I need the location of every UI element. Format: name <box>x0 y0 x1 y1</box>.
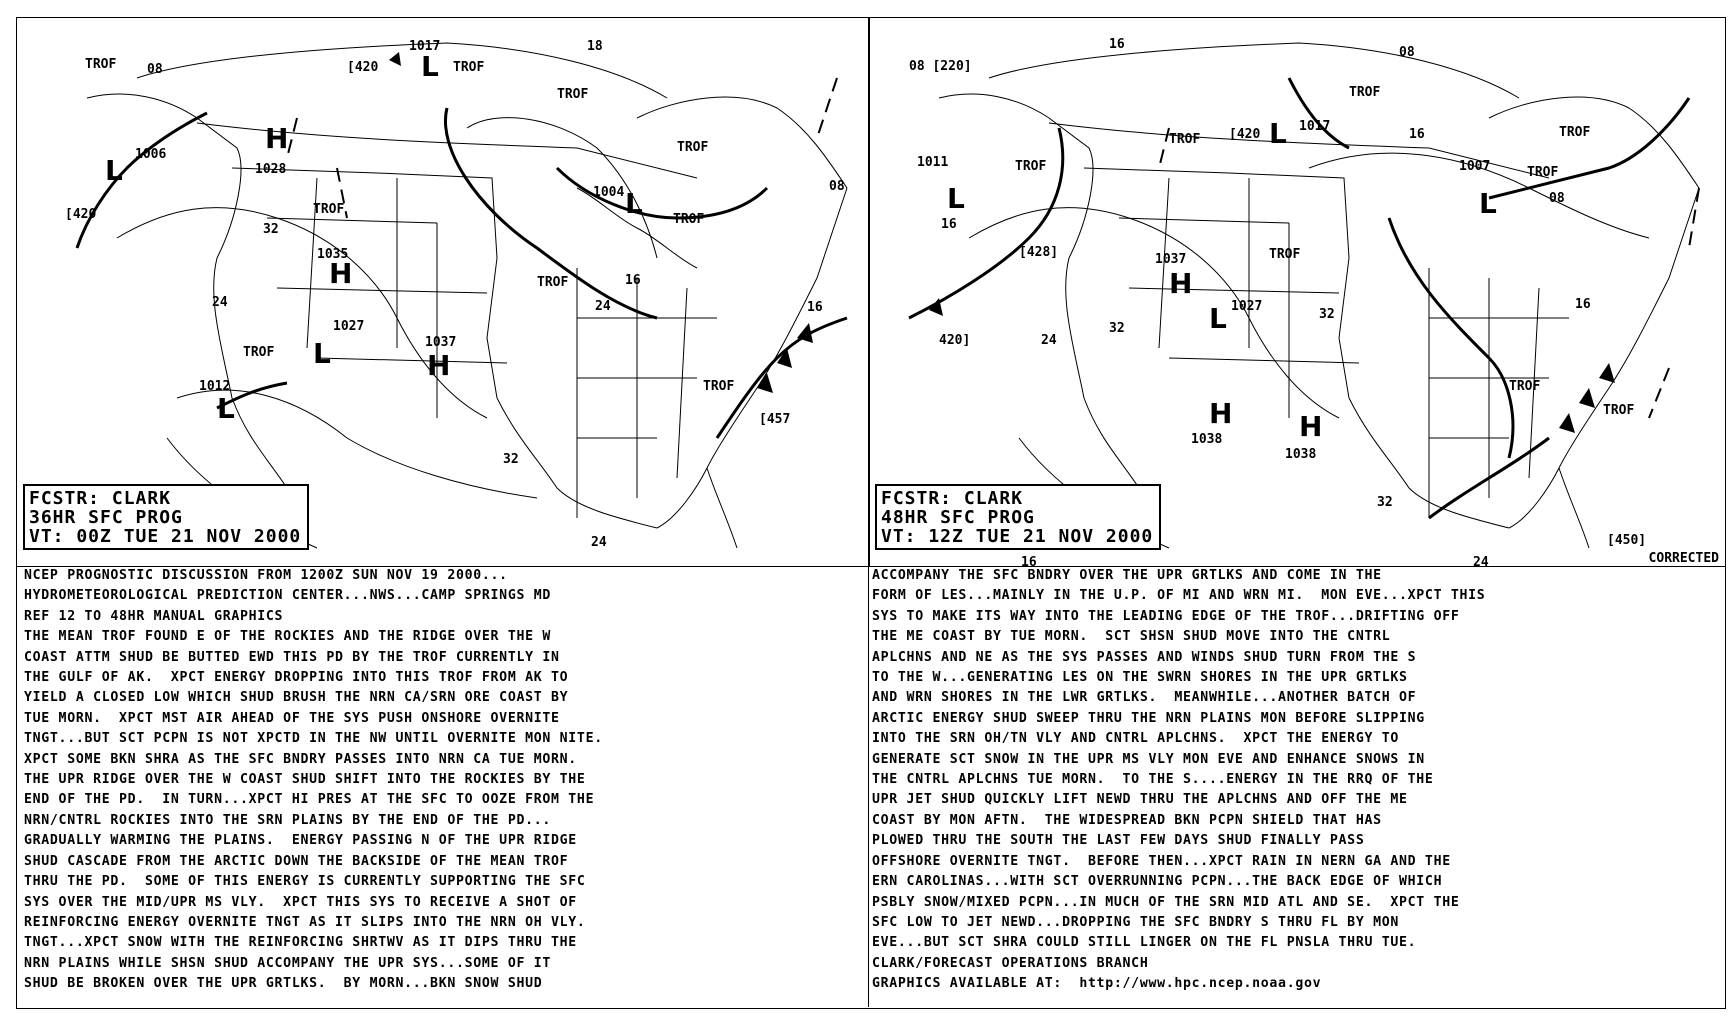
svg-text:1007: 1007 <box>1459 159 1491 174</box>
low-symbol: L <box>947 182 965 215</box>
low-symbol: L <box>105 154 123 187</box>
discussion-line: EVE...BUT SCT SHRA COULD STILL LINGER ON THE FL PNSLA THRU TUE. <box>872 935 1417 951</box>
svg-text:1006: 1006 <box>135 147 167 162</box>
map-panel-36hr <box>16 17 870 567</box>
high-symbol: H <box>1209 397 1233 430</box>
discussion-line: SHUD BE BROKEN OVER THE UPR GRTLKS. BY MORN...BKN SNOW SHUD <box>24 976 543 992</box>
svg-text:32: 32 <box>1377 495 1393 510</box>
svg-text:24: 24 <box>212 295 228 310</box>
svg-text:16: 16 <box>1409 127 1425 142</box>
svg-text:TROF: TROF <box>1169 132 1201 147</box>
svg-text:[420: [420 <box>347 60 379 75</box>
svg-text:08: 08 <box>829 179 845 194</box>
valid-time: VT: 12Z TUE 21 NOV 2000 <box>881 526 1154 547</box>
discussion-line: COAST BY MON AFTN. THE WIDESPREAD BKN PCPN SHIELD THAT HAS <box>872 812 1382 828</box>
svg-text:[420: [420 <box>65 207 97 222</box>
svg-text:1027: 1027 <box>333 319 365 334</box>
svg-text:1028: 1028 <box>255 162 287 177</box>
product-title: 48HR SFC PROG <box>881 507 1035 528</box>
svg-text:32: 32 <box>263 222 279 237</box>
discussion-line: ARCTIC ENERGY SHUD SWEEP THRU THE NRN PLAINS MON BEFORE SLIPPING <box>872 710 1425 726</box>
svg-text:24: 24 <box>595 299 611 314</box>
svg-text:24: 24 <box>1473 555 1489 566</box>
svg-text:1017: 1017 <box>409 39 441 54</box>
discussion-line: INTO THE SRN OH/TN VLY AND CNTRL APLCHNS. XPCT THE ENERGY TO <box>872 731 1400 747</box>
svg-text:TROF: TROF <box>243 345 275 360</box>
svg-text:TROF: TROF <box>85 57 117 72</box>
discussion-line: CLARK/FORECAST OPERATIONS BRANCH <box>872 955 1149 971</box>
svg-text:TROF: TROF <box>453 60 485 75</box>
svg-text:[428]: [428] <box>1019 245 1059 260</box>
svg-text:08: 08 <box>147 62 163 77</box>
discussion-line: GRADUALLY WARMING THE PLAINS. ENERGY PASSING N OF THE UPR RIDGE <box>24 833 577 849</box>
svg-text:16: 16 <box>1575 297 1591 312</box>
discussion-line: REINFORCING ENERGY OVERNITE TNGT AS IT SLIPS INTO THE NRN OH VLY. <box>24 914 586 930</box>
svg-text:TROF: TROF <box>1603 403 1635 418</box>
svg-text:TROF: TROF <box>1015 159 1047 174</box>
svg-text:TROF: TROF <box>557 87 589 102</box>
discussion-line: THE MEAN TROF FOUND E OF THE ROCKIES AND THE RIDGE OVER THE W <box>24 629 552 645</box>
discussion-line: REF 12 TO 48HR MANUAL GRAPHICS <box>24 608 284 624</box>
discussion-line: THE UPR RIDGE OVER THE W COAST SHUD SHIFT INTO THE ROCKIES BY THE <box>24 772 586 788</box>
svg-text:[457: [457 <box>759 412 791 427</box>
discussion-line: END OF THE PD. IN TURN...XPCT HI PRES AT THE SFC TO OOZE FROM THE <box>24 792 595 808</box>
column-divider <box>868 17 869 1007</box>
svg-text:TROF: TROF <box>1349 85 1381 100</box>
svg-text:TROF: TROF <box>1527 165 1559 180</box>
discussion-line: TUE MORN. XPCT MST AIR AHEAD OF THE SYS PUSH ONSHORE OVERNITE <box>24 710 560 726</box>
svg-text:TROF: TROF <box>1269 247 1301 262</box>
high-symbol: H <box>329 257 353 290</box>
discussion-line: XPCT SOME BKN SHRA AS THE SFC BNDRY PASSES INTO NRN CA TUE MORN. <box>24 751 577 767</box>
discussion-line: YIELD A CLOSED LOW WHICH SHUD BRUSH THE NRN CA/SRN ORE COAST BY <box>24 690 569 706</box>
svg-text:1004: 1004 <box>593 185 625 200</box>
svg-text:1038: 1038 <box>1285 447 1317 462</box>
discussion-line: GENERATE SCT SNOW IN THE UPR MS VLY MON EVE AND ENHANCE SNOWS IN <box>872 751 1425 767</box>
discussion-line: THE ME COAST BY TUE MORN. SCT SHSN SHUD MOVE INTO THE CNTRL <box>872 629 1391 645</box>
discussion-line: SYS TO MAKE ITS WAY INTO THE LEADING EDGE OF THE TROF...DRIFTING OFF <box>872 608 1460 624</box>
discussion-line: UPR JET SHUD QUICKLY LIFT NEWD THRU THE APLCHNS AND OFF THE ME <box>872 792 1408 808</box>
discussion-line: HYDROMETEOROLOGICAL PREDICTION CENTER...NWS...CAMP SPRINGS MD <box>24 588 552 604</box>
svg-text:32: 32 <box>503 452 519 467</box>
discussion-line: PLOWED THRU THE SOUTH THE LAST FEW DAYS SHUD FINALLY PASS <box>872 833 1365 849</box>
svg-text:16: 16 <box>807 300 823 315</box>
svg-text:420]: 420] <box>939 333 971 348</box>
high-symbol: H <box>1299 410 1323 443</box>
discussion-line: APLCHNS AND NE AS THE SYS PASSES AND WINDS SHUD TURN FROM THE S <box>872 649 1417 665</box>
high-symbol: H <box>265 122 289 155</box>
svg-text:1035: 1035 <box>317 247 349 262</box>
product-title: 36HR SFC PROG <box>29 507 183 528</box>
svg-text:16: 16 <box>941 217 957 232</box>
svg-text:18: 18 <box>587 39 603 54</box>
svg-text:TROF: TROF <box>537 275 569 290</box>
map-panel-48hr <box>868 17 1726 567</box>
discussion-line: SHUD CASCADE FROM THE ARCTIC DOWN THE BACKSIDE OF THE MEAN TROF <box>24 853 569 869</box>
high-symbol: H <box>1169 267 1193 300</box>
svg-text:1012: 1012 <box>199 379 231 394</box>
discussion-line: THRU THE PD. SOME OF THIS ENERGY IS CURRENTLY SUPPORTING THE SFC <box>24 874 586 890</box>
discussion-line: GRAPHICS AVAILABLE AT: http://www.hpc.ncep.noaa.gov <box>872 976 1322 992</box>
discussion-line: COAST ATTM SHUD BE BUTTED EWD THIS PD BY THE TROF CURRENTLY IN <box>24 649 560 665</box>
svg-text:32: 32 <box>1109 321 1125 336</box>
svg-text:[450]: [450] <box>1607 533 1647 548</box>
svg-text:TROF: TROF <box>313 202 345 217</box>
svg-text:08: 08 <box>1549 191 1565 206</box>
svg-text:08 [220]: 08 [220] <box>909 59 972 74</box>
discussion-line: SYS OVER THE MID/UPR MS VLY. XPCT THIS SYS TO RECEIVE A SHOT OF <box>24 894 577 910</box>
svg-text:24: 24 <box>591 535 607 550</box>
svg-text:1027: 1027 <box>1231 299 1263 314</box>
svg-text:[420: [420 <box>1229 127 1261 142</box>
discussion-line: THE CNTRL APLCHNS TUE MORN. TO THE S....ENERGY IN THE RRQ OF THE <box>872 772 1434 788</box>
low-symbol: L <box>217 392 235 425</box>
forecaster-name: FCSTR: CLARK <box>29 488 172 509</box>
discussion-line: FORM OF LES...MAINLY IN THE U.P. OF MI AND WRN MI. MON EVE...XPCT THIS <box>872 588 1486 604</box>
svg-text:TROF: TROF <box>1559 125 1591 140</box>
discussion-right-column <box>872 566 1722 1008</box>
svg-text:16: 16 <box>625 273 641 288</box>
low-symbol: L <box>421 50 439 83</box>
svg-text:16: 16 <box>1109 37 1125 52</box>
forecast-info-box-36hr <box>23 484 309 550</box>
low-symbol: L <box>1479 187 1497 220</box>
discussion-line: TO THE W...GENERATING LES ON THE SWRN SHORES IN THE UPR GRTLKS <box>872 670 1408 686</box>
low-symbol: L <box>1209 302 1227 335</box>
corrected-stamp: CORRECTED <box>1648 551 1719 566</box>
discussion-line: PSBLY SNOW/MIXED PCPN...IN MUCH OF THE SRN MID ATL AND SE. XPCT THE <box>872 894 1460 910</box>
discussion-line: NRN PLAINS WHILE SHSN SHUD ACCOMPANY THE UPR SYS...SOME OF IT <box>24 955 552 971</box>
low-symbol: L <box>625 187 643 220</box>
low-symbol: L <box>313 337 331 370</box>
discussion-line: OFFSHORE OVERNITE TNGT. BEFORE THEN...XPCT RAIN IN NERN GA AND THE <box>872 853 1451 869</box>
discussion-left-column <box>24 566 864 1008</box>
discussion-line: NRN/CNTRL ROCKIES INTO THE SRN PLAINS BY THE END OF THE PD... <box>24 812 552 828</box>
forecaster-name: FCSTR: CLARK <box>881 488 1024 509</box>
svg-text:1037: 1037 <box>1155 252 1187 267</box>
svg-text:24: 24 <box>1041 333 1057 348</box>
discussion-divider <box>16 566 1724 567</box>
discussion-line: ERN CAROLINAS...WITH SCT OVERRUNNING PCPN...THE BACK EDGE OF WHICH <box>872 874 1443 890</box>
high-symbol: H <box>427 349 451 382</box>
svg-text:TROF: TROF <box>1509 379 1541 394</box>
forecast-info-box-48hr <box>875 484 1161 550</box>
svg-text:1017: 1017 <box>1299 119 1331 134</box>
svg-text:1037: 1037 <box>425 335 457 350</box>
discussion-line: TNGT...XPCT SNOW WITH THE REINFORCING SHRTWV AS IT DIPS THRU THE <box>24 935 577 951</box>
valid-time: VT: 00Z TUE 21 NOV 2000 <box>29 526 302 547</box>
discussion-line: AND WRN SHORES IN THE LWR GRTLKS. MEANWHILE...ANOTHER BATCH OF <box>872 690 1417 706</box>
discussion-line: NCEP PROGNOSTIC DISCUSSION FROM 1200Z SUN NOV 19 2000... <box>24 568 508 583</box>
discussion-line: ACCOMPANY THE SFC BNDRY OVER THE UPR GRTLKS AND COME IN THE <box>872 568 1382 583</box>
svg-text:1011: 1011 <box>917 155 949 170</box>
discussion-line: TNGT...BUT SCT PCPN IS NOT XPCTD IN THE NW UNTIL OVERNITE MON NITE. <box>24 731 603 747</box>
svg-text:08: 08 <box>1399 45 1415 60</box>
svg-text:TROF: TROF <box>703 379 735 394</box>
low-symbol: L <box>1269 117 1287 150</box>
discussion-line: THE GULF OF AK. XPCT ENERGY DROPPING INTO THIS TROF FROM AK TO <box>24 670 569 686</box>
svg-text:1038: 1038 <box>1191 432 1223 447</box>
discussion-line: SFC LOW TO JET NEWD...DROPPING THE SFC BNDRY S THRU FL BY MON <box>872 914 1400 930</box>
svg-text:TROF: TROF <box>673 212 705 227</box>
svg-text:TROF: TROF <box>677 140 709 155</box>
svg-text:32: 32 <box>1319 307 1335 322</box>
svg-text:16: 16 <box>1021 555 1037 566</box>
